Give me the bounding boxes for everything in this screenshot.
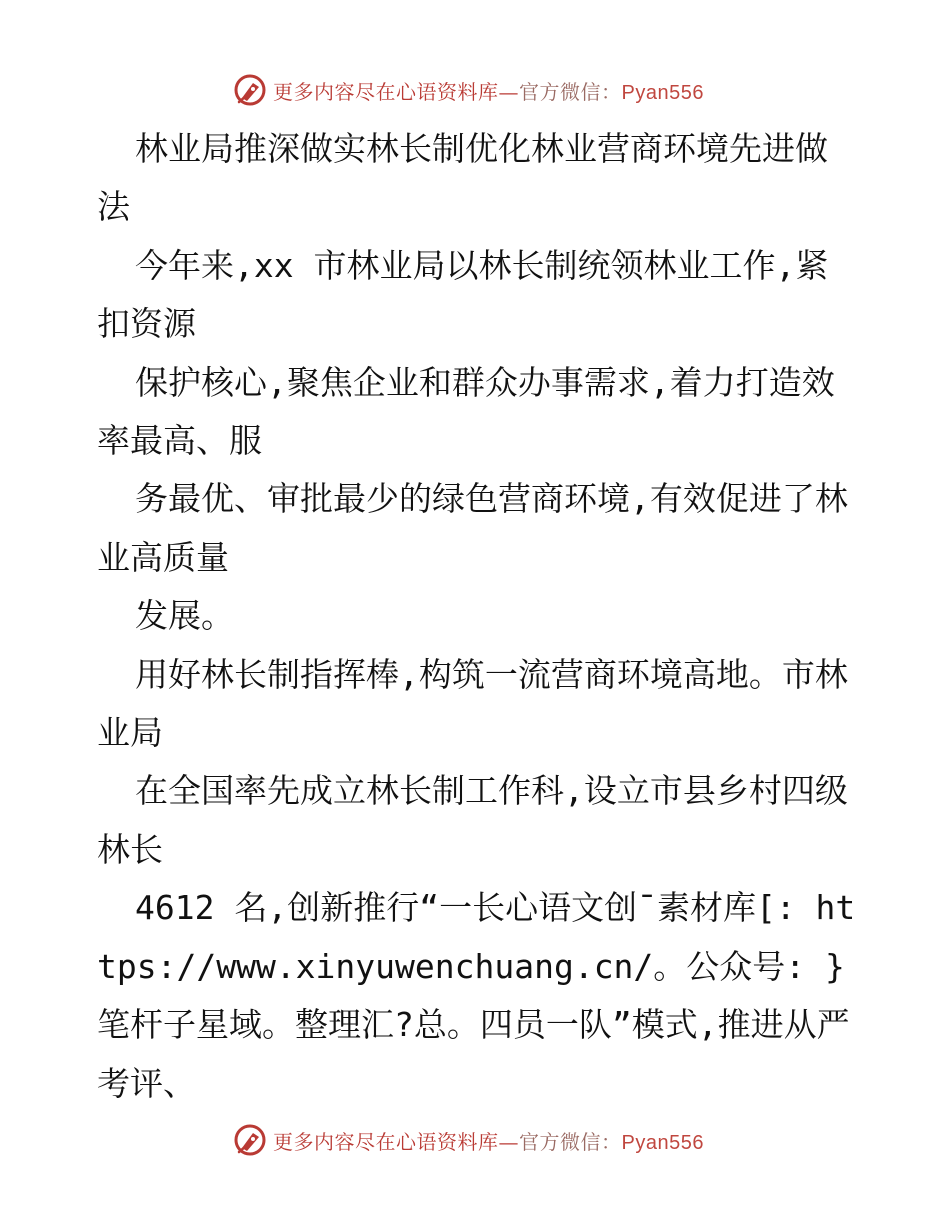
paragraph: 保护核心,聚焦企业和群众办事需求,着力打造效率最高、服 [97,362,835,461]
pen-nib-logo-icon [233,1123,267,1157]
header-separator: — [498,79,519,104]
document-body [97,120,857,1113]
header-wechat-id: Pyan556 [621,81,704,104]
paragraph: 发展。 [135,596,234,636]
header-banner[interactable] [233,72,704,108]
footer-wechat-label: 官方微信： [519,1129,622,1154]
paragraph: 今年来,xx 市林业局以林长制统领林业工作,紧扣资源 [97,245,829,344]
footer-wechat-id: Pyan556 [621,1131,704,1154]
paragraph: 用好林长制指挥棒,构筑一流营商环境高地。市林业局 [97,654,848,753]
header-wechat-label: 官方微信： [519,79,622,104]
footer-banner-text [273,1126,704,1155]
pen-nib-logo-icon [233,73,267,107]
footer-banner[interactable] [233,1122,704,1158]
paragraph: 务最优、审批最少的绿色营商环境,有效促进了林业高质量 [97,479,848,577]
footer-separator: — [498,1129,519,1154]
document-title: 林业局推深做实林长制优化林业营商环境先进做法 [97,129,828,227]
header-banner-text [273,76,704,105]
header-site-text: 更多内容尽在心语资料库 [273,79,499,104]
paragraph: 在全国率先成立林长制工作科,设立市县乡村四级林长 [97,771,848,869]
paragraph: 4612 名,创新推行“一长心语文创¯素材库[: https://www.xinyuwenchuang.cn/。公众号: }笔杆子星域。整理汇?总。四员一队”模式,推进从严考评、 [97,888,856,1103]
footer-site-text: 更多内容尽在心语资料库 [273,1129,499,1154]
